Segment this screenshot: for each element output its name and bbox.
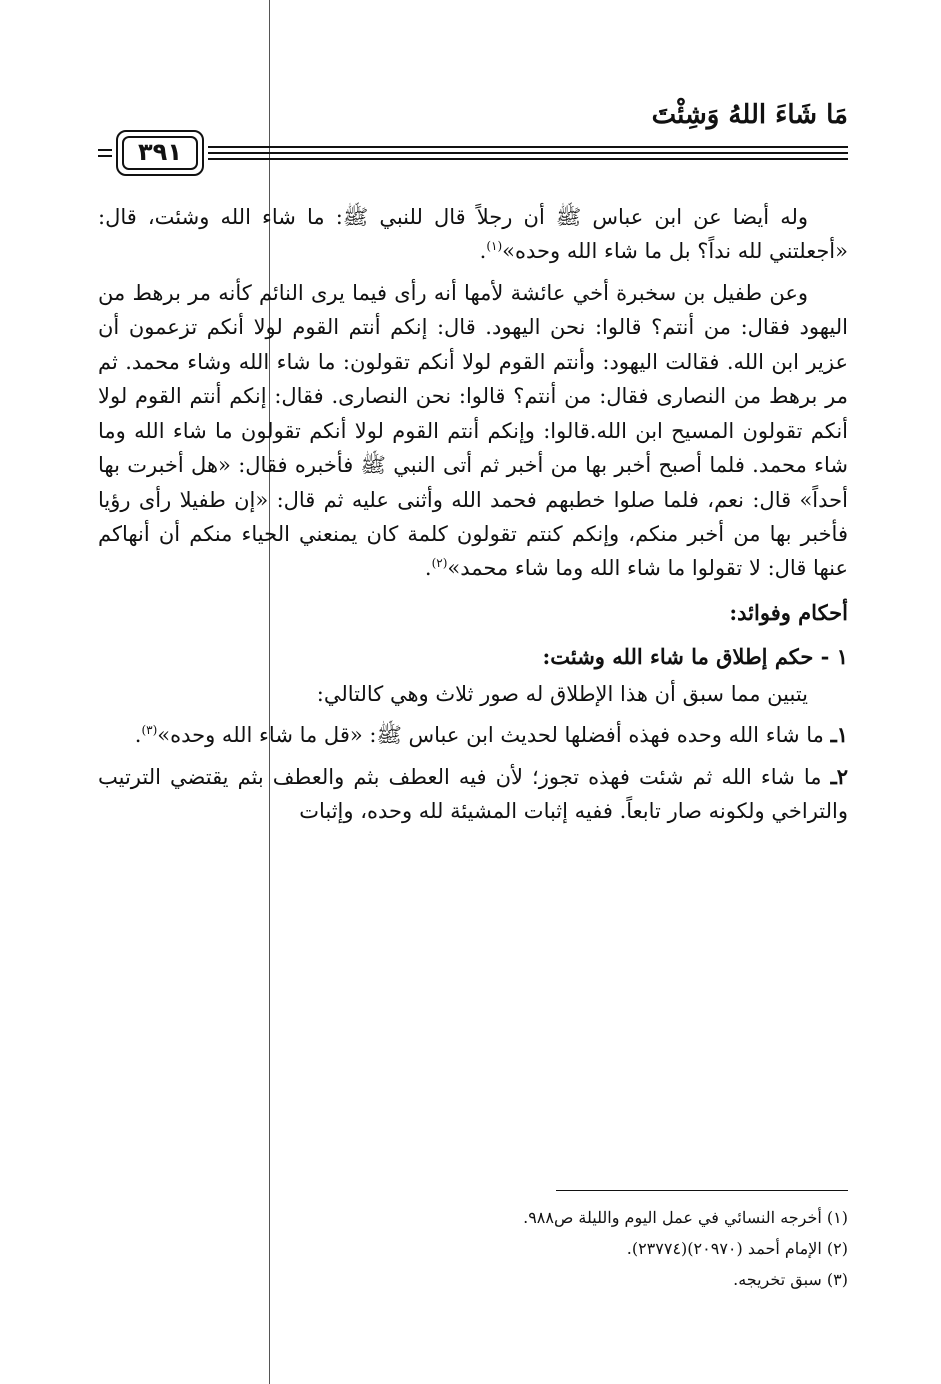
- list-number: ٢ـ: [830, 763, 848, 789]
- footnote-ref: (٣): [141, 723, 158, 738]
- footnote-ref: (٢): [431, 556, 448, 571]
- footnotes: [98, 1202, 848, 1296]
- sentence-end: .: [134, 723, 142, 748]
- list-item-text: ما شاء الله وحده فهذه أفضلها لحديث ابن عباس ﷺ: «قل ما شاء الله وحده»: [157, 723, 831, 748]
- list-item: [98, 760, 848, 829]
- header-rule-left: [98, 146, 112, 160]
- section-heading: أحكام وفوائد:: [729, 599, 848, 625]
- list-number: ١ـ: [830, 722, 848, 748]
- footnote-ref: (١): [486, 239, 503, 254]
- list-item-text: ما شاء الله ثم شئت فهذه تجوز؛ لأن فيه العطف بثم والعطف بثم يقتضي الترتيب والتراخي ولكونه صار تابعاً. ففيه إثبات المشيئة لله وحده، وإثبات: [98, 764, 848, 823]
- main-text: [98, 200, 848, 835]
- running-title: مَا شَاءَ اللهُ وَشِئْتَ: [651, 100, 848, 130]
- footnote-separator: [556, 1190, 848, 1191]
- sentence-end: .: [424, 556, 432, 581]
- header-rule: [208, 146, 848, 160]
- page-number: ٣٩١: [138, 138, 182, 166]
- paragraph-text: وعن طفيل بن سخبرة أخي عائشة لأمها أنه رأى فيما يرى النائم كأنه مر برهط من اليهود فقال: من أنتم؟ قالوا: نحن اليهود. قال: إنكم أنتم القوم لولا أنكم تزعمون أن عزير ابن الله. فقالت اليهود: وأنتم القوم لولا أنكم تقولون: ما شاء الله وشاء محمد. ثم مر برهط من النصارى فقال: من أنتم؟ قالوا: نحن النصارى. فقال: إنكم أنتم القوم لولا أنكم تقولون المسيح ابن الله.قالوا: وإنكم أنتم القوم لولا أنكم تقولون ما شاء الله وما شاء محمد. فلما أصبح أخبر بها من أخبر ثم أتى النبي ﷺ فأخبره فقال: «هل أخبرت بها أحداً» قال: نعم، فلما صلوا خطبهم فحمد الله وأثنى عليه ثم قال: «إن طفيلا رأى رؤيا فأخبر بها من أخبر منكم، وإنكم كنتم تقولون كلمة كان يمنعني الحياء منكم أن أنهاكم عنها قال: لا تقولوا ما شاء الله وما شاء محمد»: [98, 280, 848, 581]
- paragraph: [98, 200, 848, 269]
- paragraph: [98, 276, 848, 586]
- footnote: (١) أخرجه النسائي في عمل اليوم والليلة ص٩٨٨.: [523, 1208, 848, 1227]
- page-number-frame: [116, 130, 204, 176]
- paragraph-text: وله أيضا عن ابن عباس ﷺ أن رجلاً قال للنبي ﷺ: ما شاء الله وشئت، قال: «أجعلتني لله نداً؟ بل ما شاء الله وحده»: [98, 205, 848, 264]
- sentence-end: .: [479, 239, 487, 264]
- list-item: [98, 718, 848, 752]
- paragraph: يتبين مما سبق أن هذا الإطلاق له صور ثلاث وهي كالتالي:: [316, 681, 808, 706]
- footnote: (٢) الإمام أحمد (٢٠٩٧٠)(٢٣٧٧٤).: [626, 1239, 848, 1259]
- section-subheading: ١ - حكم إطلاق ما شاء الله وشئت:: [542, 644, 848, 670]
- page-header: [98, 96, 848, 186]
- footnote: (٣) سبق تخريجه.: [733, 1270, 848, 1290]
